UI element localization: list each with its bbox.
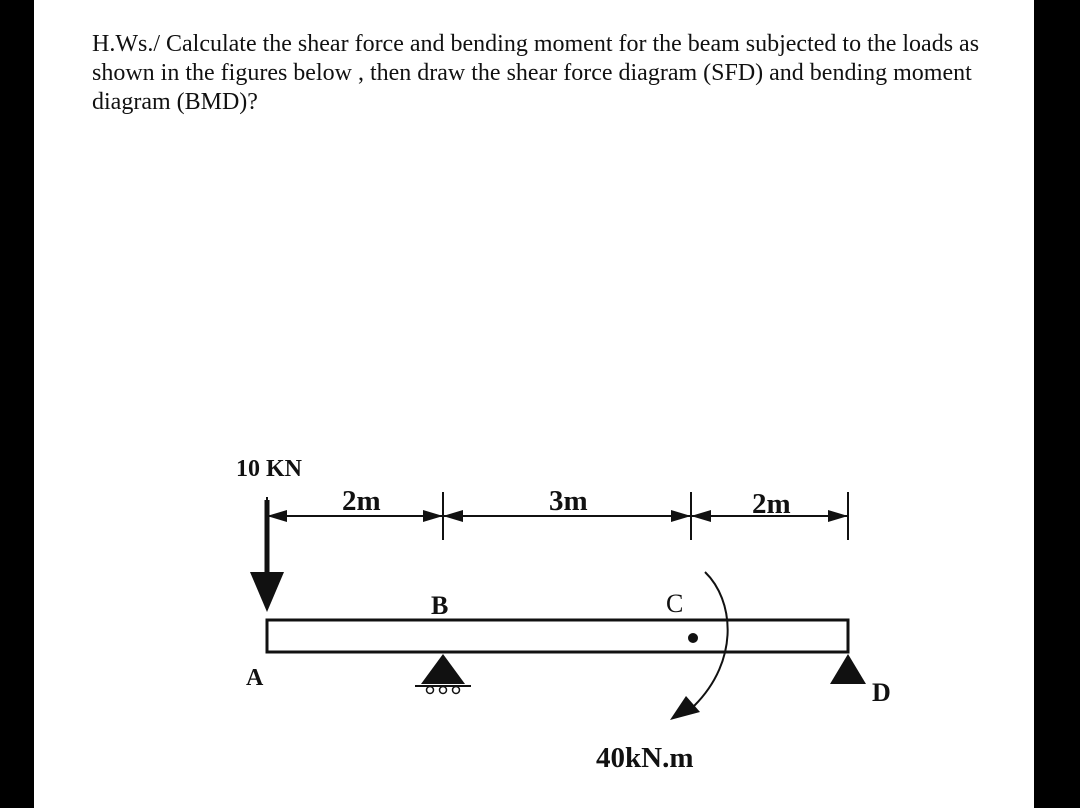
dim-arrow-c-left	[671, 510, 691, 522]
question-page	[34, 0, 1034, 808]
roller-support-b	[415, 654, 471, 694]
point-label-a: A	[246, 665, 264, 691]
dim-arrow-b-right	[443, 510, 463, 522]
pin-support-d	[830, 654, 866, 684]
dim-arrow-a-right	[267, 510, 287, 522]
dim-arrow-b-left	[423, 510, 443, 522]
point-label-b: B	[431, 591, 449, 620]
dimension-label-bc: 3m	[549, 485, 588, 517]
point-label-c: C	[666, 589, 684, 618]
beam	[267, 620, 848, 652]
point-label-d: D	[872, 678, 891, 707]
moment-label: 40kN.m	[596, 742, 694, 774]
dimension-label-ab: 2m	[342, 485, 381, 517]
question-text: H.Ws./ Calculate the shear force and bending moment for the beam subjected to the loads as shown in the figures below , then draw the shear force diagram (SFD) and bending moment diagram (BMD)?	[92, 31, 980, 115]
dim-arrow-c-right	[691, 510, 711, 522]
beam-diagram	[34, 0, 1034, 808]
dimension-label-cd: 2m	[752, 488, 791, 520]
point-c-dot	[688, 633, 698, 643]
load-label: 10 KN	[236, 456, 302, 482]
dim-arrow-d-left	[828, 510, 848, 522]
